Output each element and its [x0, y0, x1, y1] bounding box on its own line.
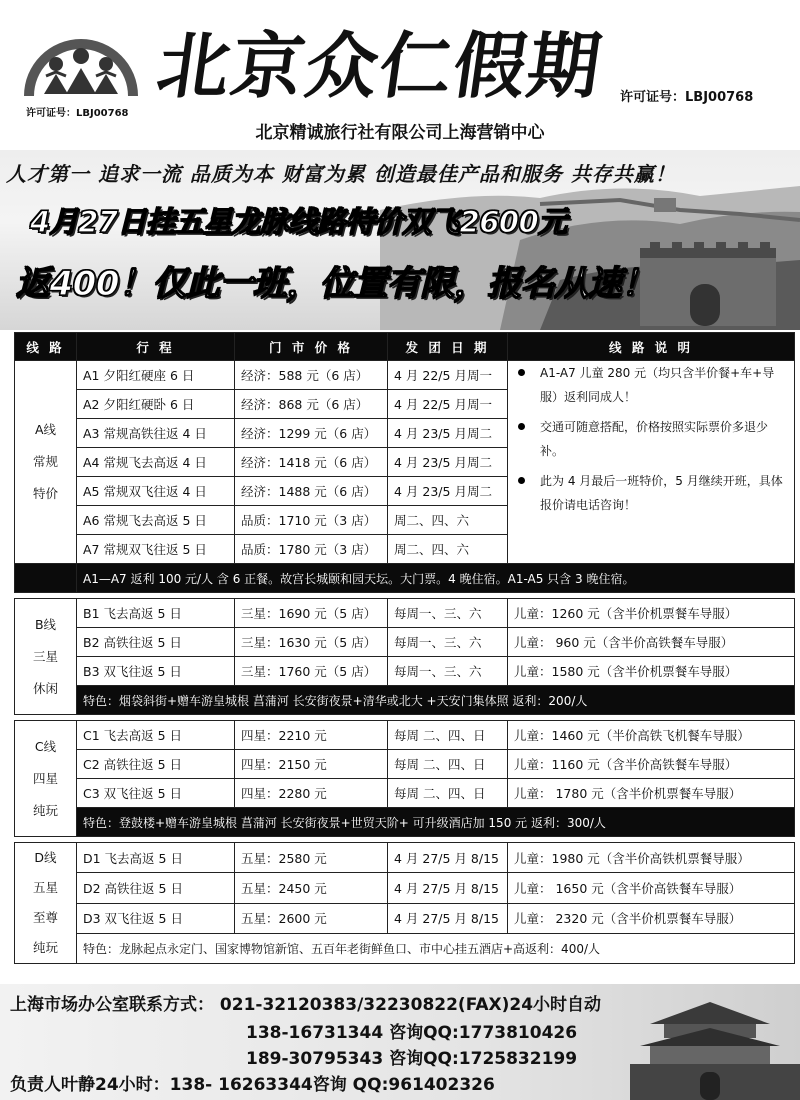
contact-office-line: 上海市场办公室联系方式： 021-32120383/32230822(FAX)24小时自动	[10, 995, 602, 1015]
price-cell: 三星：1690 元（5 店）	[235, 599, 388, 628]
line-a-note-row	[15, 564, 795, 593]
table-header-row	[15, 333, 795, 361]
price-cell: 经济：1418 元（6 店）	[235, 448, 388, 477]
contact-phone-1: 138-16731344 咨询QQ:1773810426	[246, 1023, 578, 1043]
line-d-note-row	[15, 933, 795, 963]
route-cell: D1 飞去高返 5 日	[77, 843, 235, 873]
route-cell: C2 高铁往返 5 日	[77, 750, 235, 779]
table-row	[15, 657, 795, 686]
promo-banner	[0, 150, 800, 330]
license-number-small: 许可证号：LBJ00768	[26, 108, 129, 119]
price-cell: 经济：868 元（6 店）	[235, 390, 388, 419]
line-b-note-row	[15, 686, 795, 715]
child-price-cell: 儿童：1160 元（含半价高铁餐车导服）	[508, 750, 795, 779]
child-price-cell: 儿童：1980 元（含半价高铁机票餐导服）	[508, 843, 795, 873]
bullet-icon	[518, 423, 525, 430]
date-cell: 4 月 22/5 月周一	[388, 390, 508, 419]
col-header-price: 门 市 价 格	[235, 333, 388, 361]
date-cell: 每周一、三、六	[388, 599, 508, 628]
child-price-cell: 儿童： 2320 元（含半价机票餐车导服）	[508, 903, 795, 933]
brand-title: 北京众仁假期	[152, 23, 609, 108]
price-cell: 五星：2600 元	[235, 903, 388, 933]
route-cell: A5 常规双飞往返 4 日	[77, 477, 235, 506]
contact-phone-2: 189-30795343 咨询QQ:1725832199	[246, 1049, 578, 1069]
table-row	[15, 628, 795, 657]
table-row	[15, 779, 795, 808]
col-header-line: 线 路	[15, 333, 77, 361]
company-subtitle: 北京精诚旅行社有限公司上海营销中心	[255, 123, 545, 143]
price-cell: 四星：2210 元	[235, 721, 388, 750]
table-row	[15, 361, 795, 390]
line-b-note: 特色：烟袋斜街+赠车游皇城根 菖蒲河 长安街夜景+清华或北大 +天安门集体照 返利：200/人	[77, 686, 795, 715]
route-cell: B1 飞去高返 5 日	[77, 599, 235, 628]
line-a-label: A线 常规 特价	[15, 361, 77, 564]
line-d-label: D线 五星 至尊 纯玩	[15, 843, 77, 964]
route-cell: B3 双飞往返 5 日	[77, 657, 235, 686]
col-header-itinerary: 行 程	[77, 333, 235, 361]
price-cell: 四星：2150 元	[235, 750, 388, 779]
contact-manager-line: 负责人叶静24小时：138- 16263344咨询 QQ:961402326	[10, 1075, 495, 1095]
people-arch-logo-icon	[16, 24, 146, 104]
promo-headline-1: 4月27日挂五星龙脉线路特价双飞2600元	[30, 205, 567, 239]
price-cell: 五星：2580 元	[235, 843, 388, 873]
date-cell: 4 月 23/5 月周二	[388, 448, 508, 477]
license-number: 许可证号：LBJ00768	[620, 90, 754, 105]
col-header-date: 发 团 日 期	[388, 333, 508, 361]
date-cell: 4 月 27/5 月 8/15	[388, 843, 508, 873]
route-cell: C3 双飞往返 5 日	[77, 779, 235, 808]
date-cell: 每周 二、四、日	[388, 779, 508, 808]
date-cell: 周二、四、六	[388, 506, 508, 535]
table-row	[15, 873, 795, 903]
child-price-cell: 儿童：1580 元（含半价机票餐车导服）	[508, 657, 795, 686]
tiananmen-gate-image	[620, 984, 800, 1100]
route-cell: A7 常规双飞往返 5 日	[77, 535, 235, 564]
route-cell: A4 常规飞去高返 4 日	[77, 448, 235, 477]
col-header-description: 线 路 说 明	[508, 333, 795, 361]
company-slogan: 人才第一 追求一流 品质为本 财富为累 创造最佳产品和服务 共存共赢！	[6, 162, 676, 186]
child-price-cell: 儿童：1460 元（半价高铁飞机餐车导服）	[508, 721, 795, 750]
price-cell: 品质：1710 元（3 店）	[235, 506, 388, 535]
date-cell: 每周一、三、六	[388, 657, 508, 686]
date-cell: 每周一、三、六	[388, 628, 508, 657]
child-price-cell: 儿童： 1650 元（含半价高铁餐车导服）	[508, 873, 795, 903]
desc-item: 此为 4 月最后一班特价，5 月继续开班，具体报价请电话咨询！	[514, 469, 788, 517]
route-cell: A6 常规飞去高返 5 日	[77, 506, 235, 535]
date-cell: 4 月 23/5 月周二	[388, 477, 508, 506]
price-cell: 三星：1760 元（5 店）	[235, 657, 388, 686]
bullet-icon	[518, 369, 525, 376]
child-price-cell: 儿童：1260 元（含半价机票餐车导服）	[508, 599, 795, 628]
line-d-note: 特色：龙脉起点永定门、国家博物馆新馆、五百年老街鲜鱼口、市中心挂五酒店+高返利：400/人	[77, 933, 795, 963]
line-c-note-row	[15, 808, 795, 837]
date-cell: 4 月 23/5 月周二	[388, 419, 508, 448]
route-cell: D3 双飞往返 5 日	[77, 903, 235, 933]
date-cell: 每周 二、四、日	[388, 750, 508, 779]
table-row	[15, 721, 795, 750]
route-cell: B2 高铁往返 5 日	[77, 628, 235, 657]
line-a-note: A1—A7 返利 100 元/人 含 6 正餐。故宫长城颐和园天坛。大门票。4 晚住宿。A1-A5 只含 3 晚住宿。	[77, 564, 795, 593]
price-cell: 品质：1780 元（3 店）	[235, 535, 388, 564]
price-cell: 四星：2280 元	[235, 779, 388, 808]
line-b-label: B线 三星 休闲	[15, 599, 77, 715]
price-cell: 经济：588 元（6 店）	[235, 361, 388, 390]
line-a-description	[508, 361, 795, 564]
route-cell: A3 常规高铁往返 4 日	[77, 419, 235, 448]
price-cell: 经济：1299 元（6 店）	[235, 419, 388, 448]
table-row	[15, 903, 795, 933]
price-cell: 经济：1488 元（6 店）	[235, 477, 388, 506]
bullet-icon	[518, 477, 525, 484]
route-price-table	[14, 332, 795, 964]
route-cell: D2 高铁往返 5 日	[77, 873, 235, 903]
line-c-label: C线 四星 纯玩	[15, 721, 77, 837]
route-cell: C1 飞去高返 5 日	[77, 721, 235, 750]
route-cell: A2 夕阳红硬卧 6 日	[77, 390, 235, 419]
desc-item: A1-A7 儿童 280 元（均只含半价餐+车+导服）返利同成人！	[514, 361, 788, 409]
desc-item: 交通可随意搭配，价格按照实际票价多退少补。	[514, 415, 788, 463]
header	[0, 0, 800, 150]
line-c-note: 特色：登鼓楼+赠车游皇城根 菖蒲河 长安街夜景+世贸天阶+ 可升级酒店加 150 元 返利：300/人	[77, 808, 795, 837]
child-price-cell: 儿童： 1780 元（含半价机票餐车导服）	[508, 779, 795, 808]
date-cell: 周二、四、六	[388, 535, 508, 564]
date-cell: 每周 二、四、日	[388, 721, 508, 750]
child-price-cell: 儿童： 960 元（含半价高铁餐车导服）	[508, 628, 795, 657]
promo-headline-2: 返400！仅此一班，位置有限，报名从速！	[16, 264, 655, 304]
date-cell: 4 月 27/5 月 8/15	[388, 903, 508, 933]
table-row	[15, 750, 795, 779]
route-cell: A1 夕阳红硬座 6 日	[77, 361, 235, 390]
table-row	[15, 843, 795, 873]
price-cell: 三星：1630 元（5 店）	[235, 628, 388, 657]
table-row	[15, 599, 795, 628]
date-cell: 4 月 27/5 月 8/15	[388, 873, 508, 903]
date-cell: 4 月 22/5 月周一	[388, 361, 508, 390]
contact-footer	[0, 984, 800, 1100]
price-cell: 五星：2450 元	[235, 873, 388, 903]
